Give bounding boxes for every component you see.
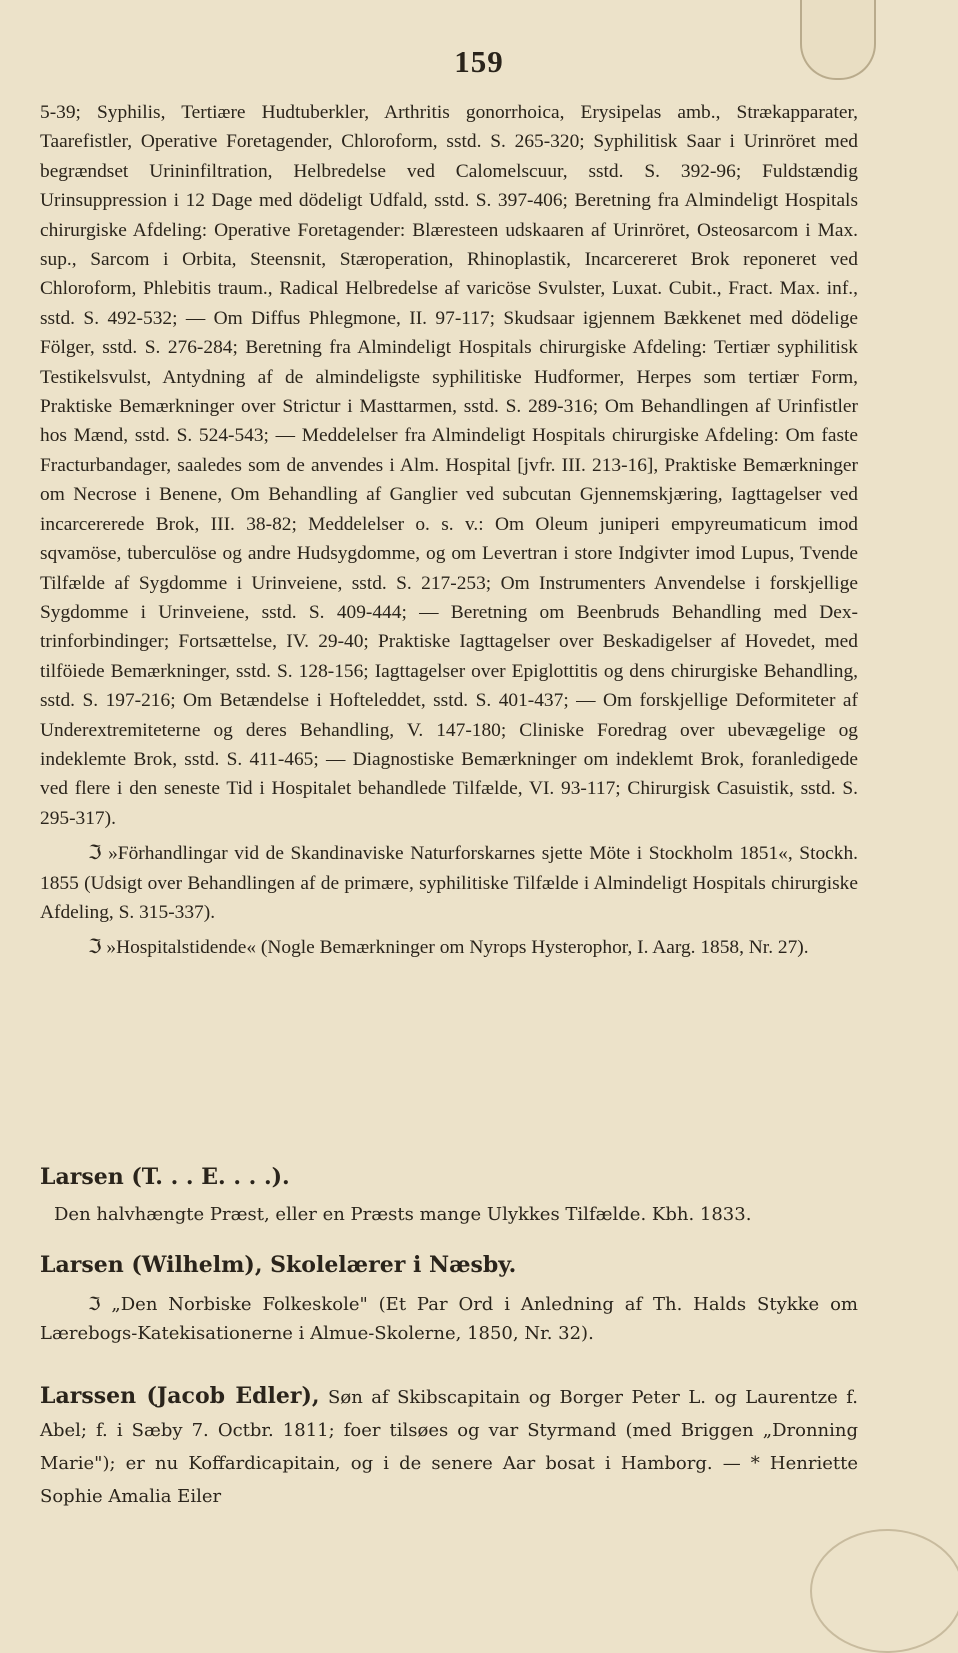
entry-heading: Larssen (Jacob Edler), [40, 1383, 320, 1409]
entry-larsen-t [40, 1164, 858, 1229]
entry-heading: Larsen (Wilhelm), Skolelærer i Næsby. [40, 1252, 517, 1278]
paragraph-hospitalstidende: ℑ »Hospitalstidende« (Nogle Bemærkninger om Nyrops Hysterophor, I. Aarg. 1858, Nr. 27). [88, 937, 809, 959]
page-number: 159 [454, 44, 504, 79]
main-text [40, 98, 858, 963]
continuation-paragraph: 5-39; Syphilis, Tertiære Hudtuberkler, Arthritis gonorrhoica, Erysipelas amb., Strækapparater, Taarefistler, Operative Foretagender, Chloroform, sstd. S. 265-320; Syphilitisk Saar i Urinröret med begrændset Urininfiltration, Helbredelse ved Calomelscuur, sstd. S. 392-96; Fuldstændig Urinsuppression i 12 Dage med dödeligt Udfald, sstd. S. 397-406; Beretning fra Almindeligt Hospitals chirurgiske Afdeling: Operative Foretagender: Blæresteen udskaaren af Urinröret, Osteosarcom i Max. sup., Sarcom i Orbita, Steensnit, Stæroperation, Rhinoplastik, Incarcereret Brok reponeret ved Chloroform, Phlebitis traum., Radical Helbredelse af varicöse Svulster, Luxat. Cubit., Fract. Max. inf., sstd. S. 492-532; — Om Diffus Phlegmone, II. 97-117; Skudsaar igjennem Bækkenet med dödelige Fölger, sstd. S. 276-284; Beretning fra Almindeligt Hospitals chirurgiske Afdeling: Tertiær syphilitisk Testikelsvulst, Antydning af de almindeligste syphilitiske Hudformer, Herpes som tertiær Form, Praktiske Bemærkninger over Strictur i Masttarmen, sstd. S. 289-316; Om Behandlingen af Urinfistler hos Mænd, sstd. S. 524-543; — Meddelelser fra Almindeligt Hospitals chirurgiske Afdeling: Om faste Fracturbandager, saaledes som de anvendes i Alm. Hospital [jvfr. III. 213-16], Praktiske Bemærkninger om Necrose i Benene, Om Behandling af Ganglier ved subcutan Gjennemskjæring, Iagttagelser ved incarcererede Brok, III. 38-82; Meddelelser o. s. v.: Om Oleum juniperi empyreumaticum imod sqvamöse, tuberculöse og andre Hudsygdomme, og om Levertran i store Indgivter imod Lupus, Tvende Tilfælde af Sygdomme i Urinveiene, sstd. S. 217-253; Om Instrumenters Anvendelse i forskjellige Sygdomme i Urinveiene, sstd. S. 409-444; — Beretning om Beenbruds Behandling med Dextrinforbindinger; Fortsættelse, IV. 29-40; Praktiske Iagttagelser over Beskadigelser af Hovedet, med tilföiede Bemærkninger, sstd. S. 128-156; Iagttagelser over Epiglottitis og dens chirurgiske Behandling, sstd. S. 197-216; Om Betændelse i Hofteleddet, sstd. S. 401-437; — Om forskjellige Deformiteter af Underextremiteterne og deres Behandling, V. 147-180; Cliniske Foredrag over ubevægelige og indeklemte Brok, sstd. S. 411-465; — Diagnostiske Bemærkninger om indeklemt Brok, foranledigede ved flere i den seneste Tid i Hospitalet behandlede Tilfælde, VI. 93-117; Chirurgisk Casuistik, sstd. S. 295-317). [40, 102, 858, 829]
entry-larsen-wilhelm [40, 1252, 858, 1348]
entry-larssen-jacob [40, 1380, 858, 1513]
paragraph-forhandlingar: ℑ »Förhandlingar vid de Skandinaviske Naturforskarnes sjette Möte i Stockholm 1851«, Stockh. 1855 (Udsigt over Behandlingen af de primære, syphilitiske Tilfælde i Almindeligt Hospitals chirurgiske Afdeling, S. 315-337). [40, 843, 858, 923]
entry-text: Den halvhængte Præst, eller en Præsts mange Ulykkes Tilfælde. Kbh. 1833. [54, 1204, 752, 1225]
entry-text: Søn af Skibscapitain og Borger Peter L. og Laurentze f. Abel; f. i Sæby 7. Octbr. 1811; foer tilsøes og var Styrmand (med Briggen „Dronning Marie"); er nu Koffardicapitain, og i de senere Aar bosat i Hamborg. — * Henriette Sophie Amalia Eiler [40, 1387, 858, 1507]
entry-heading: Larsen (T. . . E. . . .). [40, 1164, 290, 1190]
entry-text: ℑ „Den Norbiske Folkeskole" (Et Par Ord i Anledning af Th. Halds Stykke om Lærebogs-Katekisationerne i Almue-Skolerne, 1850, Nr. 32). [40, 1294, 858, 1344]
page-corner-mark [810, 1529, 958, 1653]
